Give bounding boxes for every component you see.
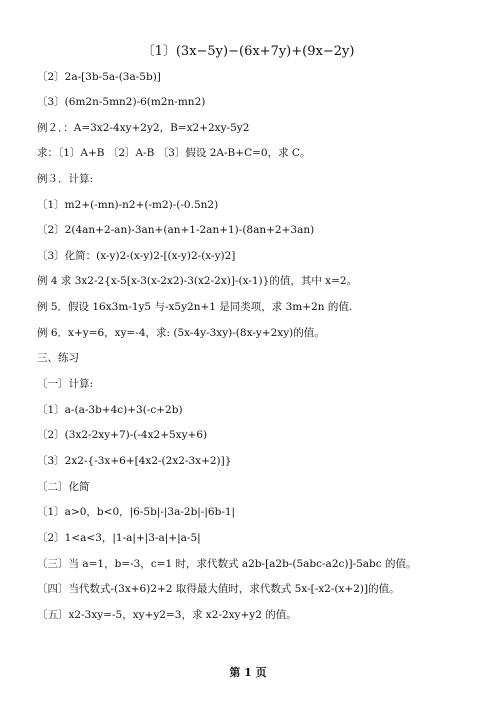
- problem-line-1: 〔2〕2a-[3b-5a-(3a-5b)]: [37, 71, 161, 83]
- problem-line-9: 例 4 求 3x2-2{x-5[x-3(x-2x2)-3(x2-2x)]-(x-1)}的值，其中 x=2。: [37, 275, 358, 287]
- problem-line-2: 〔3〕(6m2n-5mn2)-6(m2n-mn2): [37, 96, 206, 108]
- page-title: 〔1〕(3x−5y)−(6x+7y)+(9x−2y): [141, 44, 355, 59]
- problem-line-11: 例 6．x+y=6，xy=-4，求: (5x-4y-3xy)-(8x-y+2xy)的值。: [37, 327, 325, 339]
- exercise-line-4: 〔1〕a>0，b<0，|6-5b|-|3a-2b|-|6b-1|: [37, 506, 236, 518]
- exercise-line-7: 〔四〕当代数式-(3x+6)2+2 取得最大值时，求代数式 5x-[-x2-(x+2)]的值。: [37, 583, 400, 595]
- page-footer: 第 1 页: [229, 666, 267, 679]
- section-heading: 三、练习: [37, 352, 79, 364]
- exercise-line-6: 〔三〕当 a=1，b=-3，c=1 时，求代数式 a2b-[a2b-(5abc-a2c)]-5abc 的值。: [37, 558, 417, 570]
- subsection-heading-2: 〔二〕化简: [37, 481, 90, 493]
- exercise-line-5: 〔2〕1<a<3，|1-a|+|3-a|+|a-5|: [37, 532, 201, 544]
- problem-line-7: 〔2〕2(4an+2-an)-3an+(an+1-2an+1)-(8an+2+3an): [37, 224, 315, 236]
- problem-line-5: 例３．计算:: [37, 173, 94, 185]
- problem-line-4: 求：〔1〕A+B 〔2〕A-B 〔3〕假设 2A-B+C=0，求 C。: [37, 147, 311, 159]
- exercise-line-2: 〔2〕(3x2-2xy+7)-(-4x2+5xy+6): [37, 429, 208, 441]
- problem-line-3: 例２．：A=3x2-4xy+2y2，B=x2+2xy-5y2: [37, 122, 250, 134]
- problem-line-6: 〔1〕m2+(-mn)-n2+(-m2)-(-0.5n2): [37, 199, 219, 211]
- problem-line-8: 〔3〕化简：(x-y)2-(x-y)2-[(x-y)2-(x-y)2]: [37, 250, 236, 262]
- subsection-heading-1: 〔一〕计算:: [37, 378, 94, 390]
- problem-line-10: 例 5．假设 16x3m-1y5 与-x5y2n+1 是同类项，求 3m+2n 的值.: [37, 301, 353, 313]
- exercise-line-3: 〔3〕2x2-{-3x+6+[4x2-(2x2-3x+2)]}: [37, 455, 232, 467]
- exercise-line-8: 〔五〕x2-3xy=-5，xy+y2=3，求 x2-2xy+y2 的值。: [37, 609, 297, 621]
- exercise-line-1: 〔1〕a-(a-3b+4c)+3(-c+2b): [37, 404, 183, 416]
